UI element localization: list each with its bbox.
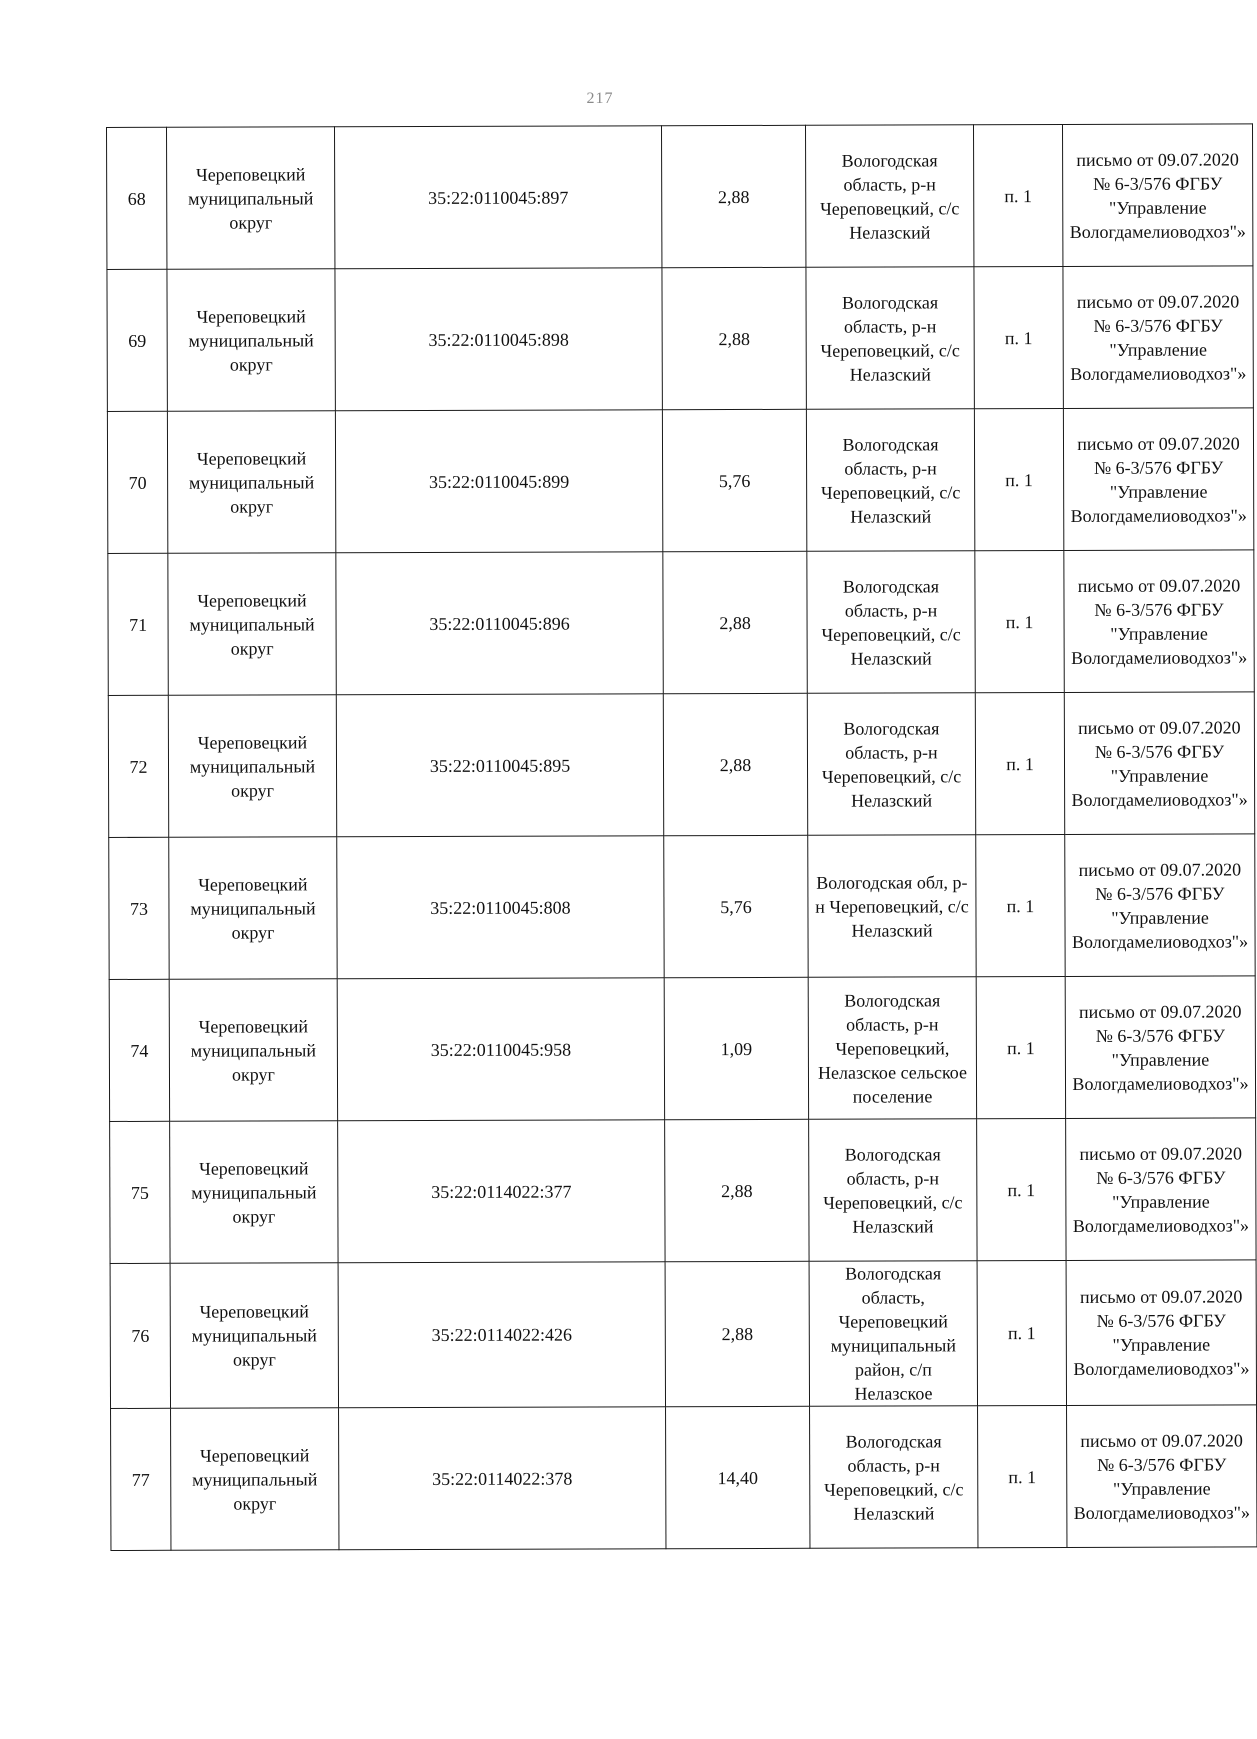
table-row	[108, 692, 1254, 838]
address-cell: Вологодская область, Череповецкий муниципальный район, с/п Нелазское	[809, 1261, 977, 1407]
area-cell: 5,76	[664, 835, 808, 977]
clause-cell: п. 1	[977, 1260, 1066, 1405]
basis-cell: письмо от 09.07.2020 № 6-3/576 ФГБУ "Управление Вологдамелиоводхоз"»	[1065, 834, 1255, 977]
address-cell: Вологодская область, р-н Череповецкий, с/с Нелазский	[805, 125, 973, 268]
area-cell: 14,40	[666, 1406, 810, 1548]
district-cell: Череповецкий муниципальный округ	[169, 837, 337, 980]
basis-cell: письмо от 09.07.2020 № 6-3/576 ФГБУ "Управление Вологдамелиоводхоз"»	[1067, 1405, 1257, 1548]
page-number: 217	[586, 90, 614, 107]
area-cell: 2,88	[661, 125, 805, 267]
area-cell: 5,76	[662, 409, 806, 551]
address-cell: Вологодская область, р-н Череповецкий, с/с Нелазский	[806, 267, 974, 410]
land-plots-table	[106, 123, 1257, 1551]
address-cell: Вологодская область, р-н Череповецкий, Нелазское сельское поселение	[808, 977, 976, 1120]
row-number-cell: 72	[108, 695, 168, 837]
district-cell: Череповецкий муниципальный округ	[171, 1408, 339, 1551]
district-cell: Череповецкий муниципальный округ	[167, 269, 335, 412]
table-row	[109, 834, 1255, 980]
clause-cell: п. 1	[974, 408, 1063, 550]
row-number-cell: 70	[107, 411, 167, 553]
basis-cell: письмо от 09.07.2020 № 6-3/576 ФГБУ "Управление Вологдамелиоводхоз"»	[1064, 550, 1254, 693]
table-row	[107, 266, 1253, 412]
row-number-cell: 77	[111, 1408, 171, 1550]
cadastral-number-cell: 35:22:0110045:958	[337, 978, 664, 1121]
clause-cell: п. 1	[976, 834, 1065, 976]
cadastral-number-cell: 35:22:0110045:897	[335, 126, 662, 269]
clause-cell: п. 1	[976, 976, 1065, 1118]
cadastral-number-cell: 35:22:0114022:377	[338, 1120, 665, 1263]
row-number-cell: 69	[107, 269, 167, 411]
area-cell: 2,88	[663, 693, 807, 835]
clause-cell: п. 1	[977, 1118, 1066, 1260]
district-cell: Череповецкий муниципальный округ	[167, 411, 335, 554]
district-cell: Череповецкий муниципальный округ	[169, 979, 337, 1122]
cadastral-number-cell: 35:22:0110045:899	[335, 410, 662, 553]
basis-cell: письмо от 09.07.2020 № 6-3/576 ФГБУ "Управление Вологдамелиоводхоз"»	[1066, 1260, 1256, 1406]
address-cell: Вологодская обл, р-н Череповецкий, с/с Нелазский	[808, 835, 976, 978]
district-cell: Череповецкий муниципальный округ	[170, 1263, 338, 1409]
table-row	[110, 1118, 1256, 1264]
clause-cell: п. 1	[978, 1405, 1067, 1547]
area-cell: 2,88	[665, 1261, 809, 1406]
cadastral-number-cell: 35:22:0114022:378	[339, 1407, 666, 1550]
address-cell: Вологодская область, р-н Череповецкий, с/с Нелазский	[807, 693, 975, 836]
district-cell: Череповецкий муниципальный округ	[170, 1121, 338, 1264]
basis-cell: письмо от 09.07.2020 № 6-3/576 ФГБУ "Управление Вологдамелиоводхоз"»	[1063, 266, 1253, 409]
address-cell: Вологодская область, р-н Череповецкий, с/с Нелазский	[807, 551, 975, 694]
table-row	[111, 1405, 1257, 1551]
row-number-cell: 71	[108, 553, 168, 695]
cadastral-number-cell: 35:22:0114022:426	[338, 1262, 665, 1408]
area-cell: 1,09	[664, 977, 808, 1119]
row-number-cell: 76	[110, 1263, 170, 1408]
basis-cell: письмо от 09.07.2020 № 6-3/576 ФГБУ "Управление Вологдамелиоводхоз"»	[1063, 408, 1253, 551]
basis-cell: письмо от 09.07.2020 № 6-3/576 ФГБУ "Управление Вологдамелиоводхоз"»	[1065, 976, 1255, 1119]
clause-cell: п. 1	[975, 550, 1064, 692]
basis-cell: письмо от 09.07.2020 № 6-3/576 ФГБУ "Управление Вологдамелиоводхоз"»	[1062, 124, 1252, 267]
row-number-cell: 68	[107, 127, 167, 269]
basis-cell: письмо от 09.07.2020 № 6-3/576 ФГБУ "Управление Вологдамелиоводхоз"»	[1064, 692, 1254, 835]
clause-cell: п. 1	[975, 692, 1064, 834]
district-cell: Череповецкий муниципальный округ	[168, 695, 336, 838]
area-cell: 2,88	[663, 551, 807, 693]
table-row	[110, 1260, 1256, 1409]
address-cell: Вологодская область, р-н Череповецкий, с/с Нелазский	[810, 1406, 978, 1549]
row-number-cell: 73	[109, 837, 169, 979]
cadastral-number-cell: 35:22:0110045:898	[335, 268, 662, 411]
table-row	[107, 124, 1253, 270]
basis-cell: письмо от 09.07.2020 № 6-3/576 ФГБУ "Управление Вологдамелиоводхоз"»	[1066, 1118, 1256, 1261]
table-row	[107, 408, 1253, 554]
table-row	[108, 550, 1254, 696]
area-cell: 2,88	[662, 267, 806, 409]
address-cell: Вологодская область, р-н Череповецкий, с/с Нелазский	[809, 1119, 977, 1262]
cadastral-number-cell: 35:22:0110045:896	[336, 552, 663, 695]
row-number-cell: 74	[109, 979, 169, 1121]
address-cell: Вологодская область, р-н Череповецкий, с/с Нелазский	[806, 409, 974, 552]
row-number-cell: 75	[110, 1121, 170, 1263]
district-cell: Череповецкий муниципальный округ	[167, 127, 335, 270]
table-row	[109, 976, 1255, 1122]
district-cell: Череповецкий муниципальный округ	[168, 553, 336, 696]
cadastral-number-cell: 35:22:0110045:808	[337, 836, 664, 979]
cadastral-number-cell: 35:22:0110045:895	[336, 694, 663, 837]
area-cell: 2,88	[665, 1119, 809, 1261]
clause-cell: п. 1	[974, 266, 1063, 408]
clause-cell: п. 1	[973, 124, 1062, 266]
